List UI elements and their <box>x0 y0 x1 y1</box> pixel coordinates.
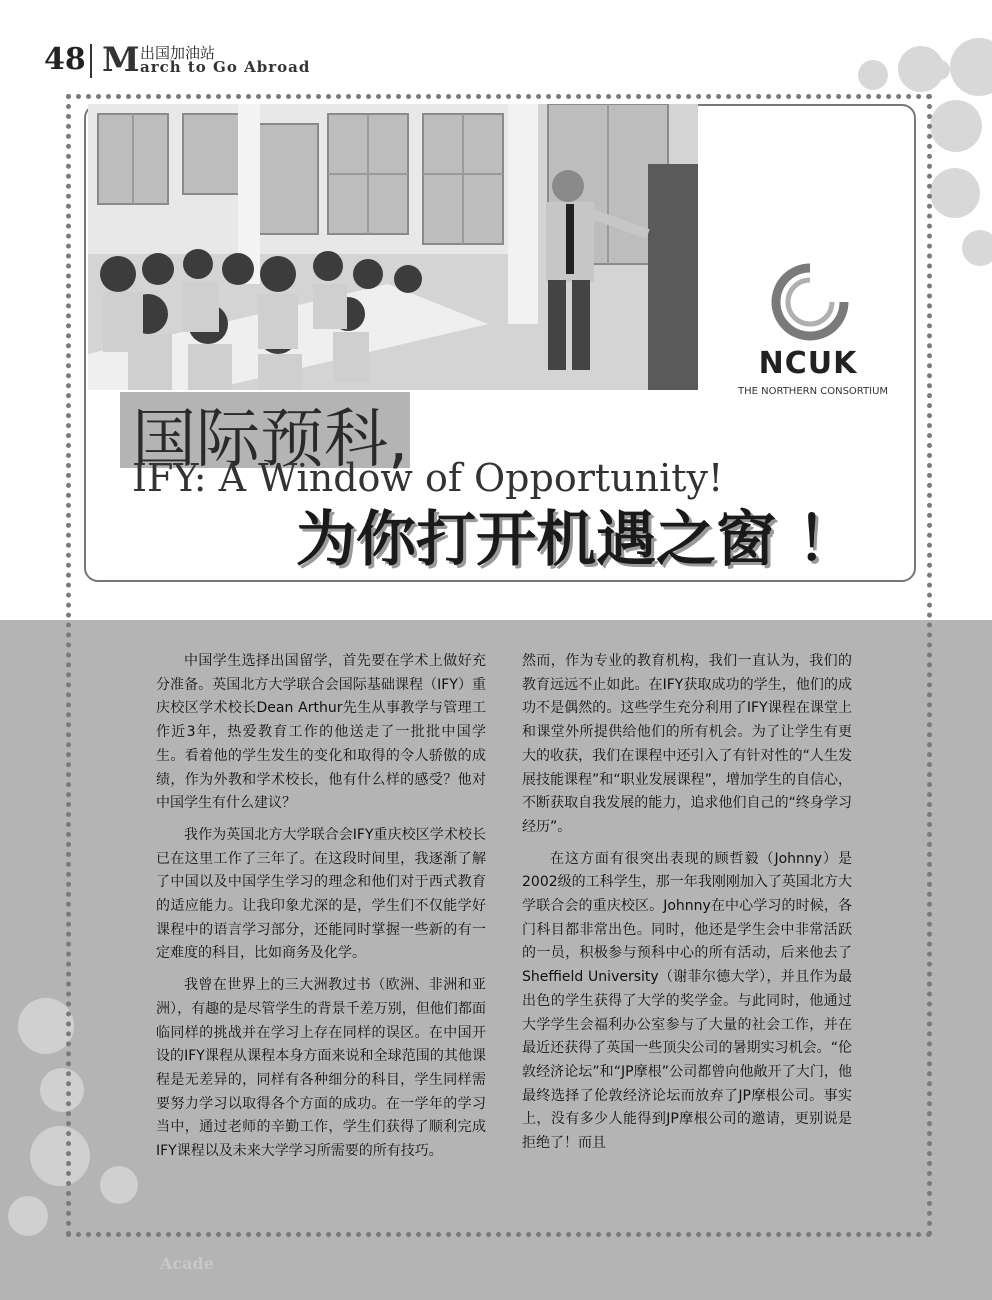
ncuk-logo <box>728 262 908 402</box>
title-cn-line1: 国际预科, <box>132 403 409 477</box>
decor-circle <box>930 100 982 152</box>
page-number: 48 <box>44 42 86 77</box>
ncuk-emblem-icon <box>770 262 850 342</box>
decor-circle <box>858 60 888 90</box>
title-en-line: IFY: A Window of Opportunity! <box>132 456 724 500</box>
section-title-cn: 出国加油站 <box>140 44 216 62</box>
decor-circle <box>930 168 980 218</box>
classroom-photo <box>88 104 698 390</box>
article-left-column <box>156 650 486 1172</box>
title-cn-line2: 为你打开机遇之窗 ！ <box>296 505 857 575</box>
paragraph: 然而，作为专业的教育机构，我们一直认为，我们的教育远远不止如此。在IFY获取成功的学生，他们的成功不是偶然的。这些学生充分利用了IFY课程在课堂上和课堂外所提供给他们的所有机会。为了让学生有更大的收获，我们在课程中还引入了有针对性的“人生发展技能课程”和“职业发展课程”，增加学生的自信心，不断获取自我发展的能力，追求他们自己的“终身学习经历”。 <box>522 653 852 835</box>
decor-circle <box>930 60 950 80</box>
paragraph: 在这方面有很突出表现的顾哲毅（Johnny）是2002级的工科学生，那一年我刚刚加入了英国北方大学联合会的重庆校区。Johnny在中心学习的时候，各门科目都非常出色。同时，他还是学生会中非常活跃的一员，积极参与预科中心的所有活动，后来他去了Sheffield University（谢菲尔德大学），并且作为最出色的学生获得了大学的奖学金。与此同时，他通过大学学生会福利办公室参与了大量的社会工作，并在最近还获得了英国一些顶尖公司的暑期实习机会。“伦敦经济论坛”和“JP摩根”公司都曾向他敞开了大门，他最终选择了伦敦经济论坛而放弃了JP摩根公司。事实上，没有多少人能得到JP摩根公司的邀请，更别说是拒绝了！而且 <box>522 850 852 1152</box>
decor-circle <box>8 1196 48 1236</box>
faint-footer-text: Acade <box>160 1254 214 1273</box>
decor-circle <box>962 230 992 266</box>
decor-circle <box>950 38 992 96</box>
logo-subtitle: THE NORTHERN CONSORTIUM <box>738 386 889 397</box>
section-title-en: arch to Go Abroad <box>140 58 311 76</box>
header-divider <box>90 44 92 78</box>
paragraph: 中国学生选择出国留学，首先要在学术上做好充分准备。英国北方大学联合会国际基础课程（IFY）重庆校区学术校长Dean Arthur先生从事教学与管理工作近3年，热爱教育工作的他送走了一批批中国学生。看着他的学生发生的变化和取得的令人骄傲的成绩，作为外教和学术校长，他有什么样的感受？他对中国学生有什么建议？ <box>156 653 486 812</box>
logo-name: NCUK <box>758 346 858 381</box>
paragraph: 我作为英国北方大学联合会IFY重庆校区学术校长已在这里工作了三年了。在这段时间里，我逐渐了解了中国以及中国学生学习的理念和他们对于西式教育的适应能力。让我印象尤深的是，学生们不仅能学好课程中的语言学习部分，还能同时掌握一些新的有一定难度的科目，比如商务及化学。 <box>156 826 486 962</box>
paragraph: 我曾在世界上的三大洲教过书（欧洲、非洲和亚洲），有趣的是尽管学生的背景千差万别，但他们都面临同样的挑战并在学习上存在同样的误区。在中国开设的IFY课程从课程本身方面来说和全球范围的其他课程是无差异的，同样有各种细分的科目，学生同样需要努力学习以取得各个方面的成功。在一学年的学习当中，通过老师的辛勤工作，学生们获得了顺利完成IFY课程以及未来大学学习所需要的所有技巧。 <box>156 977 486 1160</box>
section-initial: M <box>102 40 140 80</box>
article-right-column <box>522 650 852 1164</box>
